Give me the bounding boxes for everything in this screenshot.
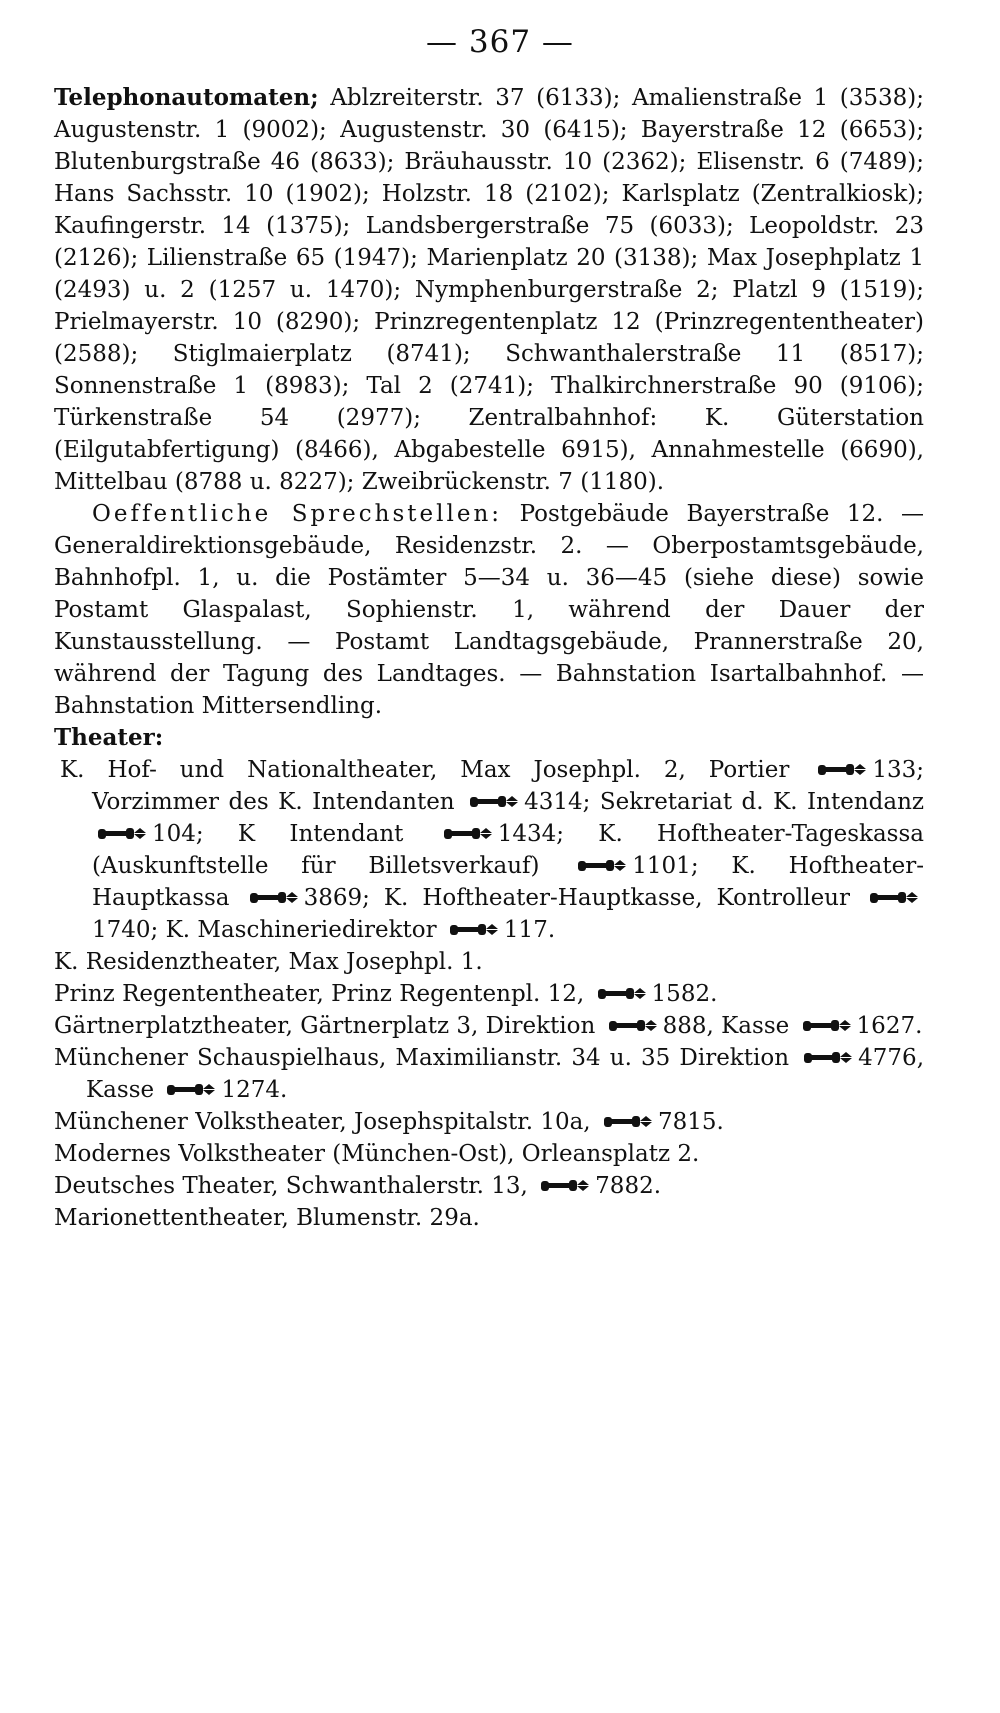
hof-text-7: 3869; K. Hoftheater-Hauptkasse, Kontrolleur (303, 885, 850, 911)
prinz-text-2: 1582. (651, 981, 718, 1007)
telephon-paragraph (54, 82, 924, 498)
hof-text-5: 1434; K. Hoftheater-Tageskassa (Auskunftstelle für Billetsverkauf) (92, 821, 925, 879)
sprechstellen-text: Postgebäude Bayerstraße 12. — Generaldirektionsgebäude, Residenzstr. 2. — Oberpostamtsgebäude, Bahnhofpl. 1, u. die Postämter 5—34 u. 36—45 (siehe diese) sowie Postamt Glaspalast, Sophienstr. 1, während der Dauer der Kunstausstellung. — Postamt Landtagsgebäude, Prannerstraße 20, während der Tagung des Landtages. — Bahnstation Isartalbahnhof. — Bahnstation Mittersendling. (54, 501, 925, 719)
theater-entry-volkstheater (54, 1106, 924, 1138)
page-number: — 367 — (426, 24, 574, 60)
theater-entry-gaertner (54, 1010, 924, 1042)
theater-entry-prinz (54, 978, 924, 1010)
schauspiel-text-2: 4776, Kasse (86, 1045, 925, 1103)
volks-text-2: 7815. (657, 1109, 724, 1135)
gaertner-text-3: 1627. (856, 1013, 923, 1039)
telephone-receiver-icon (802, 1049, 854, 1066)
telephone-receiver-icon (576, 857, 628, 874)
telephone-receiver-icon (448, 921, 500, 938)
theater-entry-marionetten: Marionettentheater, Blumenstr. 29a. (54, 1205, 480, 1231)
hof-text-9: 117. (503, 917, 556, 943)
telephone-receiver-icon (596, 985, 648, 1002)
telephone-receiver-icon (816, 761, 868, 778)
gaertner-text-2: 888, Kasse (662, 1013, 790, 1039)
hof-text-4: 104; K Intendant (152, 821, 404, 847)
telephone-receiver-icon (607, 1017, 659, 1034)
sprechstellen-paragraph (54, 498, 924, 722)
prinz-text-1: Prinz Regententheater, Prinz Regentenpl. 12, (54, 981, 585, 1007)
telephone-receiver-icon (165, 1081, 217, 1098)
deutsches-text-2: 7882. (595, 1173, 662, 1199)
hof-text-2: 133; Vorzimmer des K. Intendanten (92, 757, 925, 815)
gaertner-text-1: Gärtnerplatztheater, Gärtnerplatz 3, Direktion (54, 1013, 596, 1039)
theater-entry-hof (54, 754, 924, 946)
theater-entry-modernes: Modernes Volkstheater (München-Ost), Orleansplatz 2. (54, 1141, 700, 1167)
schauspiel-text-1: Münchener Schauspielhaus, Maximilianstr. 34 u. 35 Direktion (54, 1045, 790, 1071)
telephon-text: Ablzreiterstr. 37 (6133); Amalienstraße 1 (3538); Augustenstr. 1 (9002); Augustenstr. 30 (6415); Bayerstraße 12 (6653); Blutenburgstraße 46 (8633); Bräuhausstr. 10 (2362); Elisenstr. 6 (7489); Hans Sachsstr. 10 (1902); Holzstr. 18 (2102); Karlsplatz (Zentralkiosk); Kaufingerstr. 14 (1375); Landsbergerstraße 75 (6033); Leopoldstr. 23 (2126); Lilienstraße 65 (1947); Marienplatz 20 (3138); Max Josephplatz 1 (2493) u. 2 (1257 u. 1470); Nymphenburgerstraße 2; Platzl 9 (1519); Prielmayerstr. 10 (8290); Prinzregentenplatz 12 (Prinzregententheater) (2588); Stiglmaierplatz (8741); Schwanthalerstraße 11 (8517); Sonnenstraße 1 (8983); Tal 2 (2741); Thalkirchnerstraße 90 (9106); Türkenstraße 54 (2977); Zentralbahnhof: K. Güterstation (Eilgutabfertigung) (8466), Abgabestelle 6915), Annahmestelle (6690), Mittelbau (8788 u. 8227); Zweibrückenstr. 7 (1180). (54, 85, 924, 495)
volks-text-1: Münchener Volkstheater, Josephspitalstr. 10a, (54, 1109, 591, 1135)
telephone-receiver-icon (539, 1177, 591, 1194)
page-body (54, 82, 924, 1234)
telephone-receiver-icon (868, 889, 920, 906)
theater-entry-deutsches (54, 1170, 924, 1202)
telephone-receiver-icon (602, 1113, 654, 1130)
telephone-receiver-icon (96, 825, 148, 842)
telephone-receiver-icon (801, 1017, 853, 1034)
theater-entry-residenz: K. Residenztheater, Max Josephpl. 1. (54, 949, 483, 975)
telephone-receiver-icon (442, 825, 494, 842)
telephone-receiver-icon (468, 793, 520, 810)
schauspiel-text-3: 1274. (221, 1077, 288, 1103)
theater-heading: Theater: (54, 724, 164, 751)
telephone-receiver-icon (248, 889, 300, 906)
telephon-heading: Telephonautomaten; (54, 84, 319, 111)
deutsches-text-1: Deutsches Theater, Schwanthalerstr. 13, (54, 1173, 528, 1199)
hof-text-3: 4314; Sekretariat d. K. Intendanz (524, 789, 924, 815)
hof-text-8: 1740; K. Maschineriedirektor (92, 917, 437, 943)
sprechstellen-heading: Oeffentliche Sprechstellen: (92, 501, 503, 527)
hof-text-1: K. Hof- und Nationaltheater, Max Josephpl. 2, Portier (60, 757, 790, 783)
theater-entry-schauspielhaus (54, 1042, 924, 1106)
hof-text-6: 1101; K. Hoftheater-Hauptkassa (92, 853, 924, 911)
